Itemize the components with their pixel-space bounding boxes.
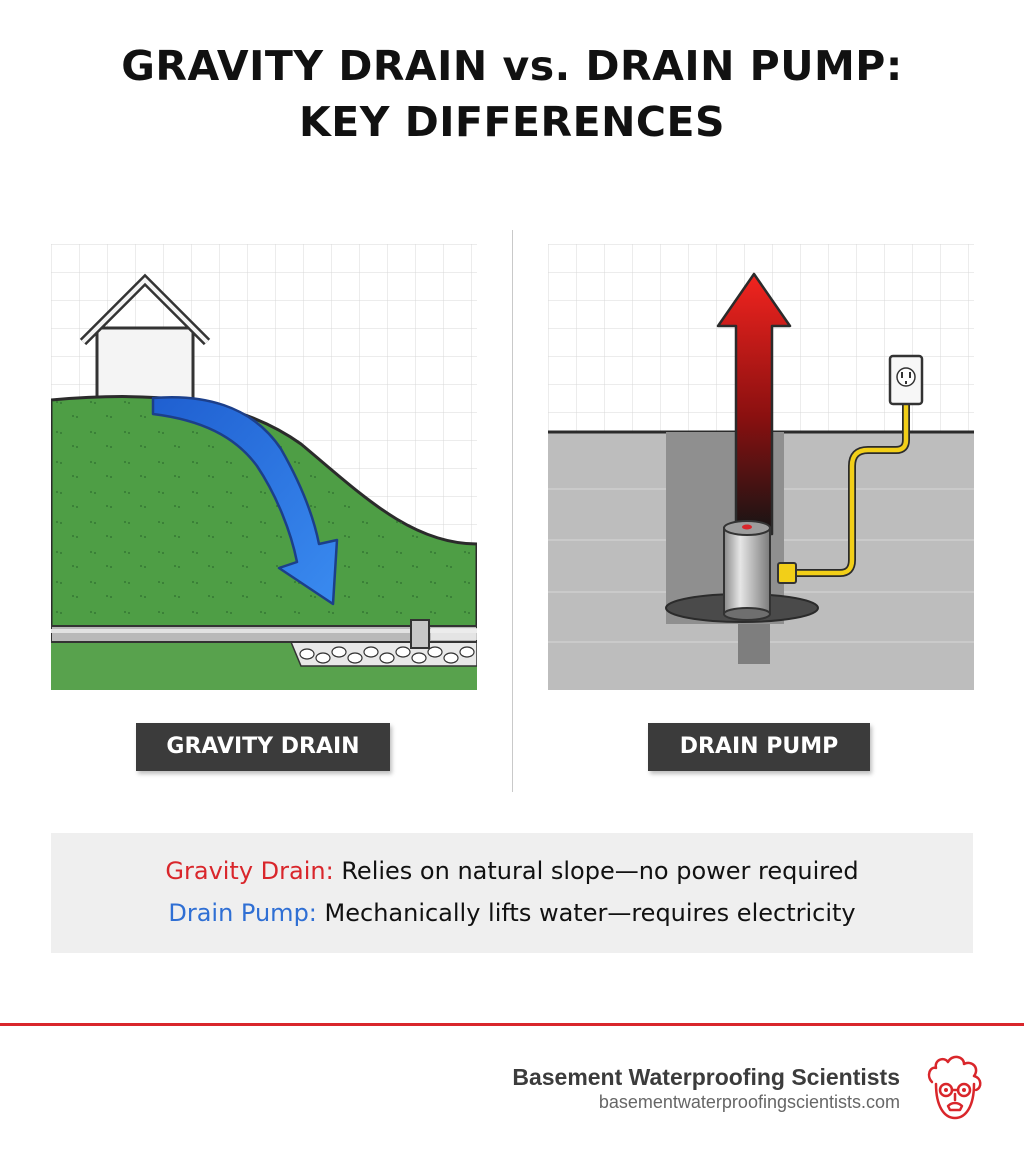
drain-pump-label: DRAIN PUMP bbox=[648, 723, 870, 771]
panel-divider bbox=[512, 230, 513, 792]
gravity-drain-illustration bbox=[51, 244, 477, 690]
gravity-drain-summary bbox=[51, 857, 973, 885]
title-line-2: KEY DIFFERENCES bbox=[298, 98, 726, 146]
title-line-1: GRAVITY DRAIN vs. DRAIN PUMP: bbox=[121, 42, 903, 90]
comparison-summary bbox=[51, 833, 973, 953]
brand-url[interactable]: basementwaterproofingscientists.com bbox=[598, 1092, 900, 1112]
page-title bbox=[0, 38, 1024, 150]
sump-pump-icon bbox=[724, 521, 770, 620]
gravel-bed bbox=[291, 642, 477, 666]
drain-pump-term: Drain Pump: bbox=[168, 899, 317, 927]
gravity-drain-term: Gravity Drain: bbox=[165, 857, 334, 885]
gravity-drain-label: GRAVITY DRAIN bbox=[136, 723, 390, 771]
electrical-outlet-icon bbox=[890, 356, 922, 404]
drain-pump-illustration bbox=[548, 244, 974, 690]
brand-name: Basement Waterproofing Scientists bbox=[512, 1064, 900, 1090]
drain-pump-summary bbox=[51, 899, 973, 927]
scientist-logo-icon bbox=[922, 1052, 988, 1132]
gravity-drain-description: Relies on natural slope—no power required bbox=[333, 857, 859, 885]
drain-pump-description: Mechanically lifts water—requires electricity bbox=[316, 899, 856, 927]
footer-divider bbox=[0, 1023, 1024, 1026]
